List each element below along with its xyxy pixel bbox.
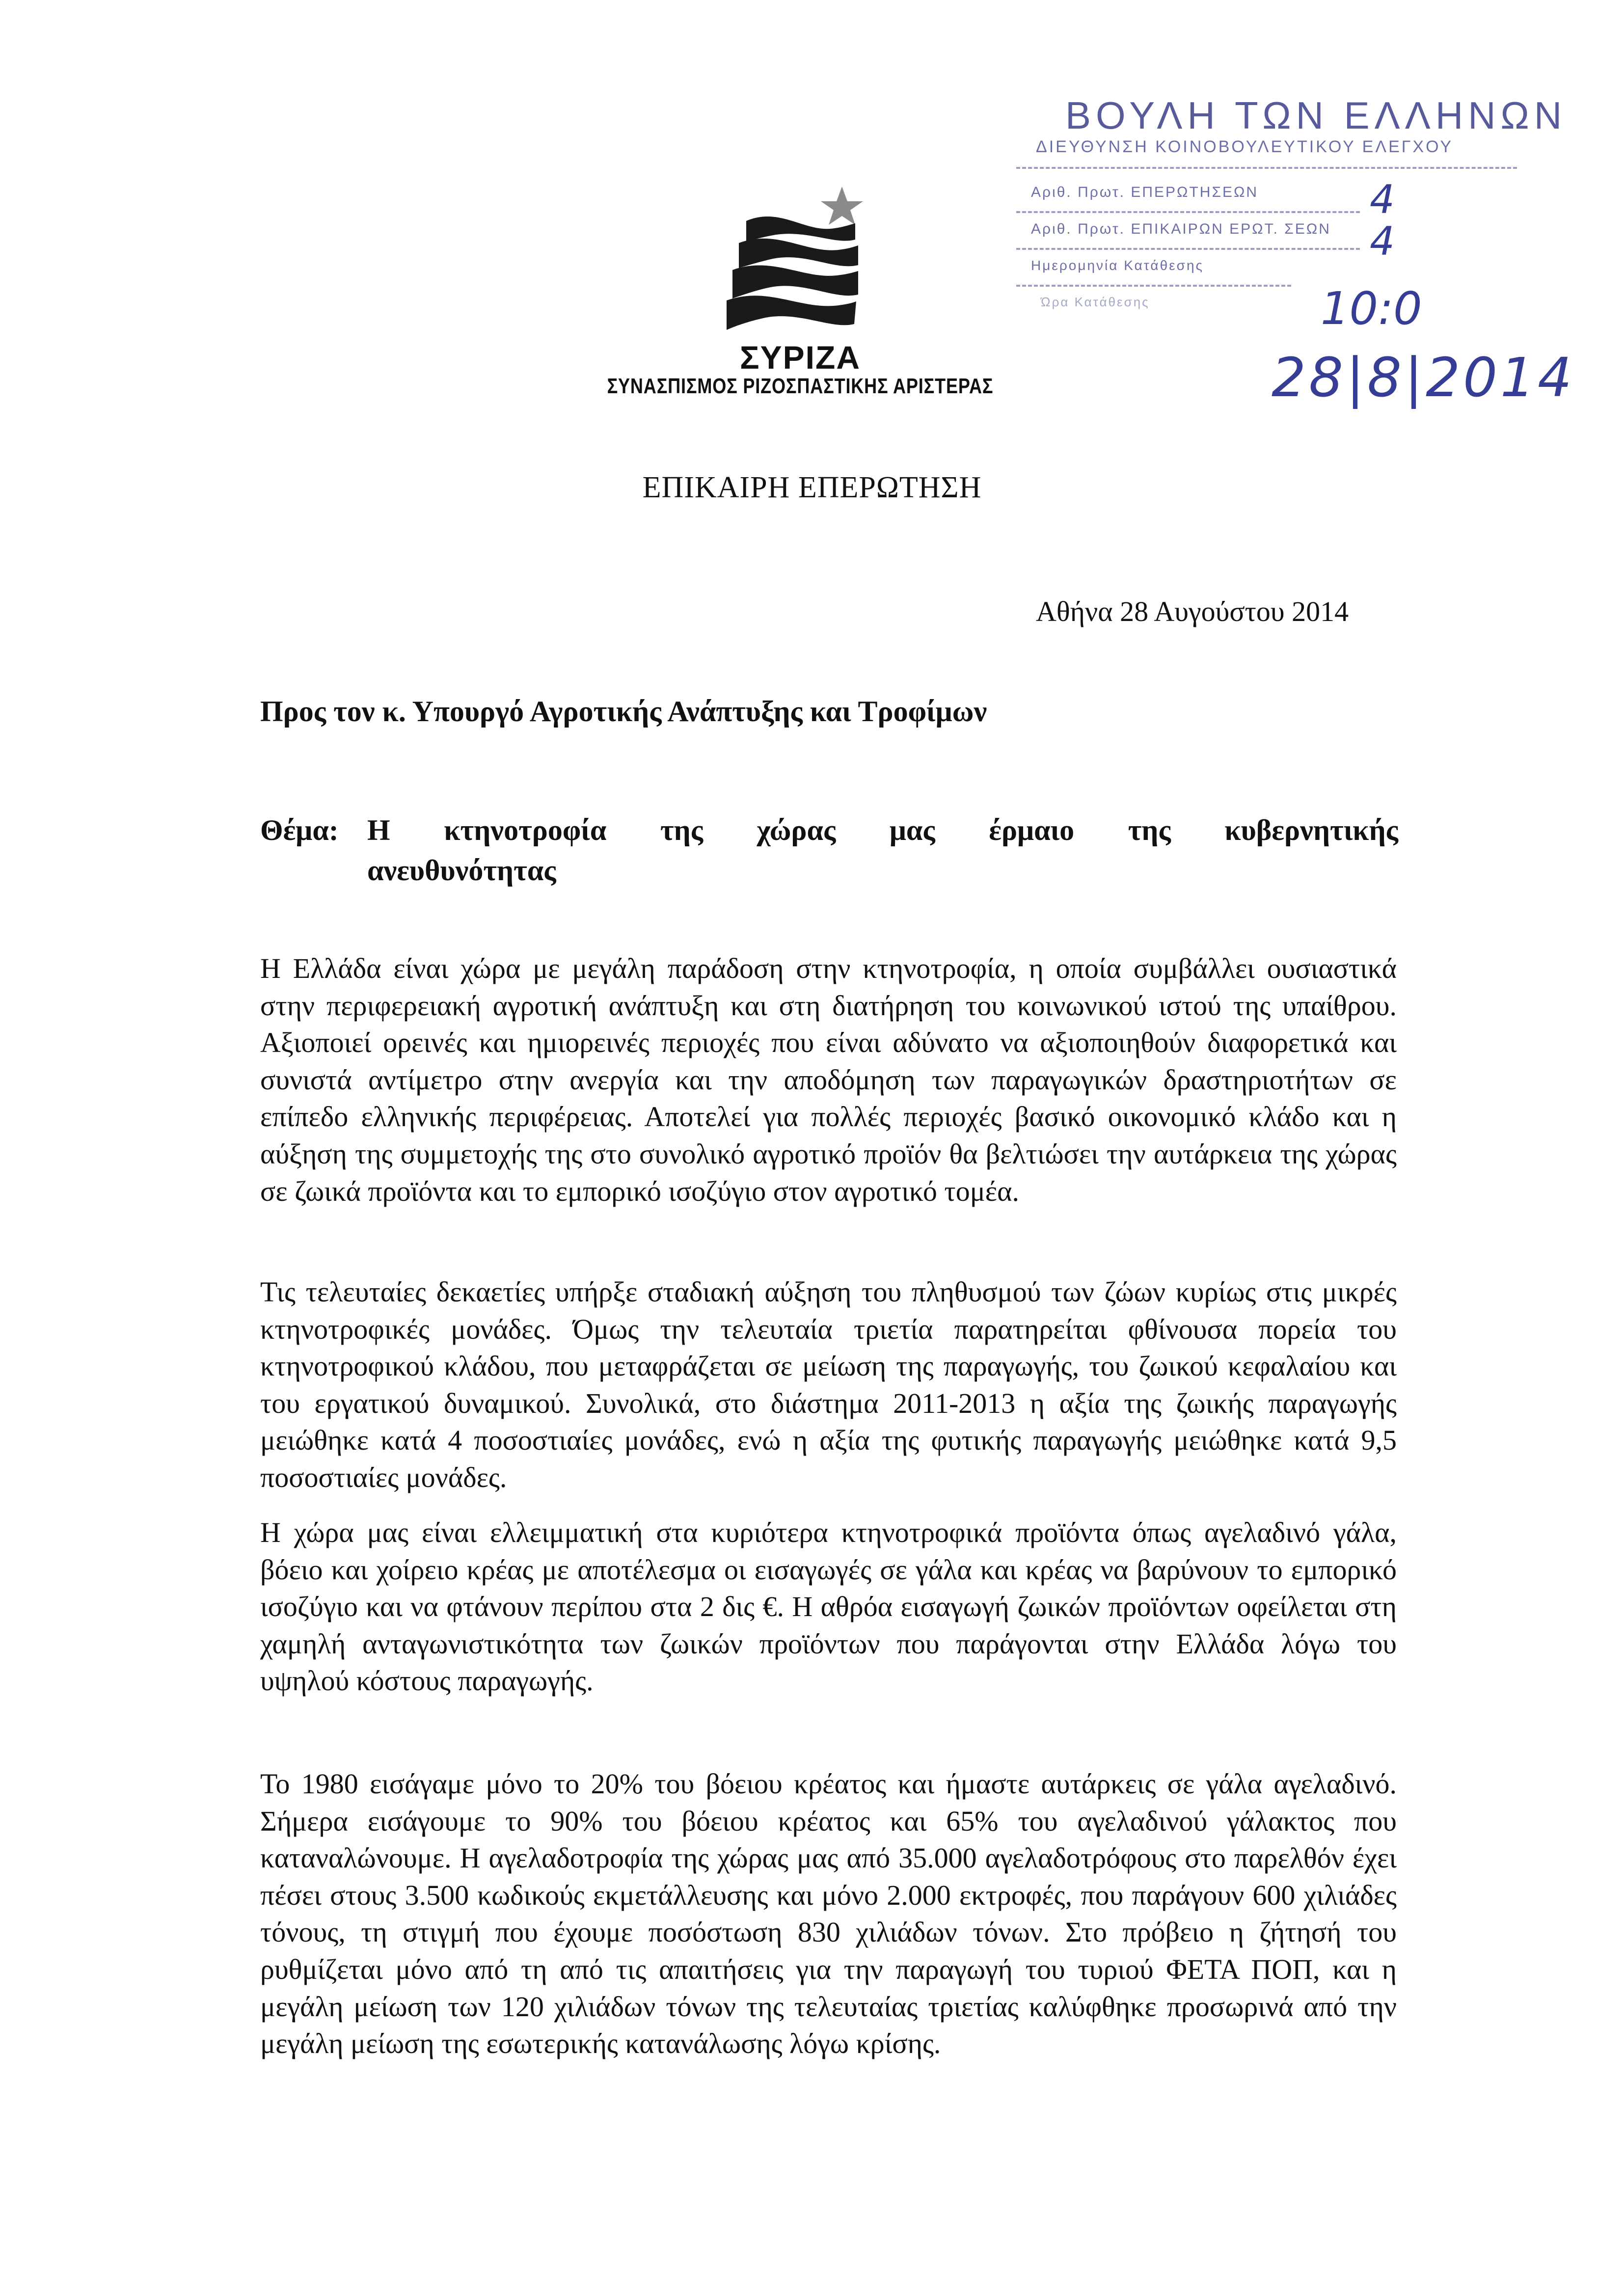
body-paragraph: Το 1980 εισάγαμε μόνο το 20% του βόειου κρέατος και ήμαστε αυτάρκεις σε γάλα αγελαδινό. Σήμερα εισάγουμε το 90% του βόειου κρέατος και 65% του αγελαδινού γάλακτος που καταναλώνουμε. Η αγελαδοτροφία της χώρας μας από 35.000 αγελαδοτρόφους στο παρελθόν έχει πέσει στους 3.500 κωδικούς εκμετάλλευσης και μόνο 2.000 εκτροφές, που παράγουν 600 χιλιάδες τόνους, τη στιγμή που έχουμε ποσόστωση 830 χιλιάδων τόνων. Στο πρόβειο η ζήτησή του ρυθμίζεται μόνο από τη από τις απαιτήσεις για την παραγωγή του τυριού ΦΕΤΑ ΠΟΠ, και η μεγάλη μείωση των 120 χιλιάδων τόνων της τελευταίας τριετίας καλύφθηκε προσωρινά από την μεγάλη μείωση της εσωτερικής κατανάλωσης λόγω κρίσης. — [260, 1768, 1397, 2060]
subject-text: Η κτηνοτροφία της χώρας μας έρμαιο της κυβερνητικής — [367, 814, 1398, 846]
stamp-filing-time-label: Ώρα Κατάθεσης — [1041, 295, 1150, 309]
party-name: ΣΥΡΙΖΑ — [740, 339, 861, 376]
recipient: Προς τον κ. Υπουργό Αγροτικής Ανάπτυξης και Τροφίμων — [260, 695, 987, 728]
stamp-protocol-current: Αριθ. Πρωτ. ΕΠΙΚΑΙΡΩΝ ΕΡΩΤ. ΣΕΩΝ — [1031, 221, 1331, 237]
subject-label: Θέμα: — [260, 814, 339, 846]
body-paragraph: Η Ελλάδα είναι χώρα με μεγάλη παράδοση στην κτηνοτροφία, η οποία συμβάλλει ουσιαστικά στην περιφερειακή αγροτική ανάπτυξη και στη διατήρηση του κοινωνικού ιστού της υπαίθρου. Αξιοποιεί ορεινές και ημιορεινές περιοχές που είναι αδύνατο να αξιοποιηθούν διαφορετικά και συνιστά αντίμετρο στην ανεργία και την αποδόμηση των παραγωγικών δραστηριοτήτων σε επίπεδο ελληνικής περιφέρειας. Αποτελεί για πολλές περιοχές βασικό οικονομικό κλάδο και η αύξηση της συμμετοχής της στο συνολικό αγροτικό προϊόν θα βελτιώσει την αυτάρκεια της χώρας σε ζωικά προϊόντα και το εμπορικό ισοζύγιο στον αγροτικό τομέα. — [260, 952, 1397, 1207]
document-date: Αθήνα 28 Αυγούστου 2014 — [1036, 595, 1349, 627]
stamp-protocol-interpellations: Αριθ. Πρωτ. ΕΠΕΡΩΤΗΣΕΩΝ — [1031, 184, 1259, 200]
stamp-handwritten-time: 10:0 — [1321, 282, 1422, 335]
document-title: ΕΠΙΚΑΙΡΗ ΕΠΕΡΩΤΗΣΗ — [642, 471, 982, 504]
stamp-filing-date-label: Ημερομηνία Κατάθεσης — [1031, 258, 1204, 273]
body-paragraph: Η χώρα μας είναι ελλειμματική στα κυριότερα κτηνοτροφικά προϊόντα όπως αγελαδινό γάλα, βόειο και χοίρειο κρέας με αποτέλεσμα οι εισαγωγές σε γάλα και κρέας να βαρύνουν το εμπορικό ισοζύγιο και να φτάνουν περίπου στα 2 δις €. Η αθρόα εισαγωγή ζωικών προϊόντων οφείλεται στη χαμηλή ανταγωνιστικότητα των ζωικών προϊόντων που παράγονται στην Ελλάδα λόγω του υψηλού κόστους παραγωγής. — [260, 1516, 1397, 1697]
parliament-stamp — [997, 88, 1575, 409]
stamp-handwritten-number: 4 — [1370, 218, 1395, 264]
stamp-handwritten-date: 28|8|2014 — [1272, 346, 1575, 409]
stamp-title: ΒΟΥΛΗ ΤΩΝ ΕΛΛΗΝΩΝ — [1065, 94, 1567, 137]
stamp-department: ΔΙΕΥΘΥΝΣΗ ΚΟΙΝΟΒΟΥΛΕΥΤΙΚΟΥ ΕΛΕΓΧΟΥ — [1036, 137, 1454, 156]
body-paragraph: Τις τελευταίες δεκαετίες υπήρξε σταδιακή αύξηση του πληθυσμού των ζώων κυρίως στις μικρές κτηνοτροφικές μονάδες. Όμως την τελευταία τριετία παρατηρείται φθίνουσα πορεία του κτηνοτροφικού κλάδου, που μεταφράζεται σε μείωση της παραγωγής, του ζωικού κεφαλαίου και του εργατικού δυναμικού. Συνολικά, στο διάστημα 2011-2013 η αξία της ζωικής παραγωγής μειώθηκε κατά 4 ποσοστιαίες μονάδες, ενώ η αξία της φυτικής παραγωγής μειώθηκε κατά 9,5 ποσοστιαίες μονάδες. — [260, 1276, 1397, 1493]
flag-logo-icon — [673, 177, 928, 344]
logo-star-icon — [821, 187, 863, 225]
stamp-handwritten-number: 4 — [1370, 177, 1395, 222]
party-full-name: ΣΥΝΑΣΠΙΣΜΟΣ ΡΙΖΟΣΠΑΣΤΙΚΗΣ ΑΡΙΣΤΕΡΑΣ — [607, 374, 994, 398]
subject-text-continued: ανευθυνότητας — [367, 854, 556, 887]
